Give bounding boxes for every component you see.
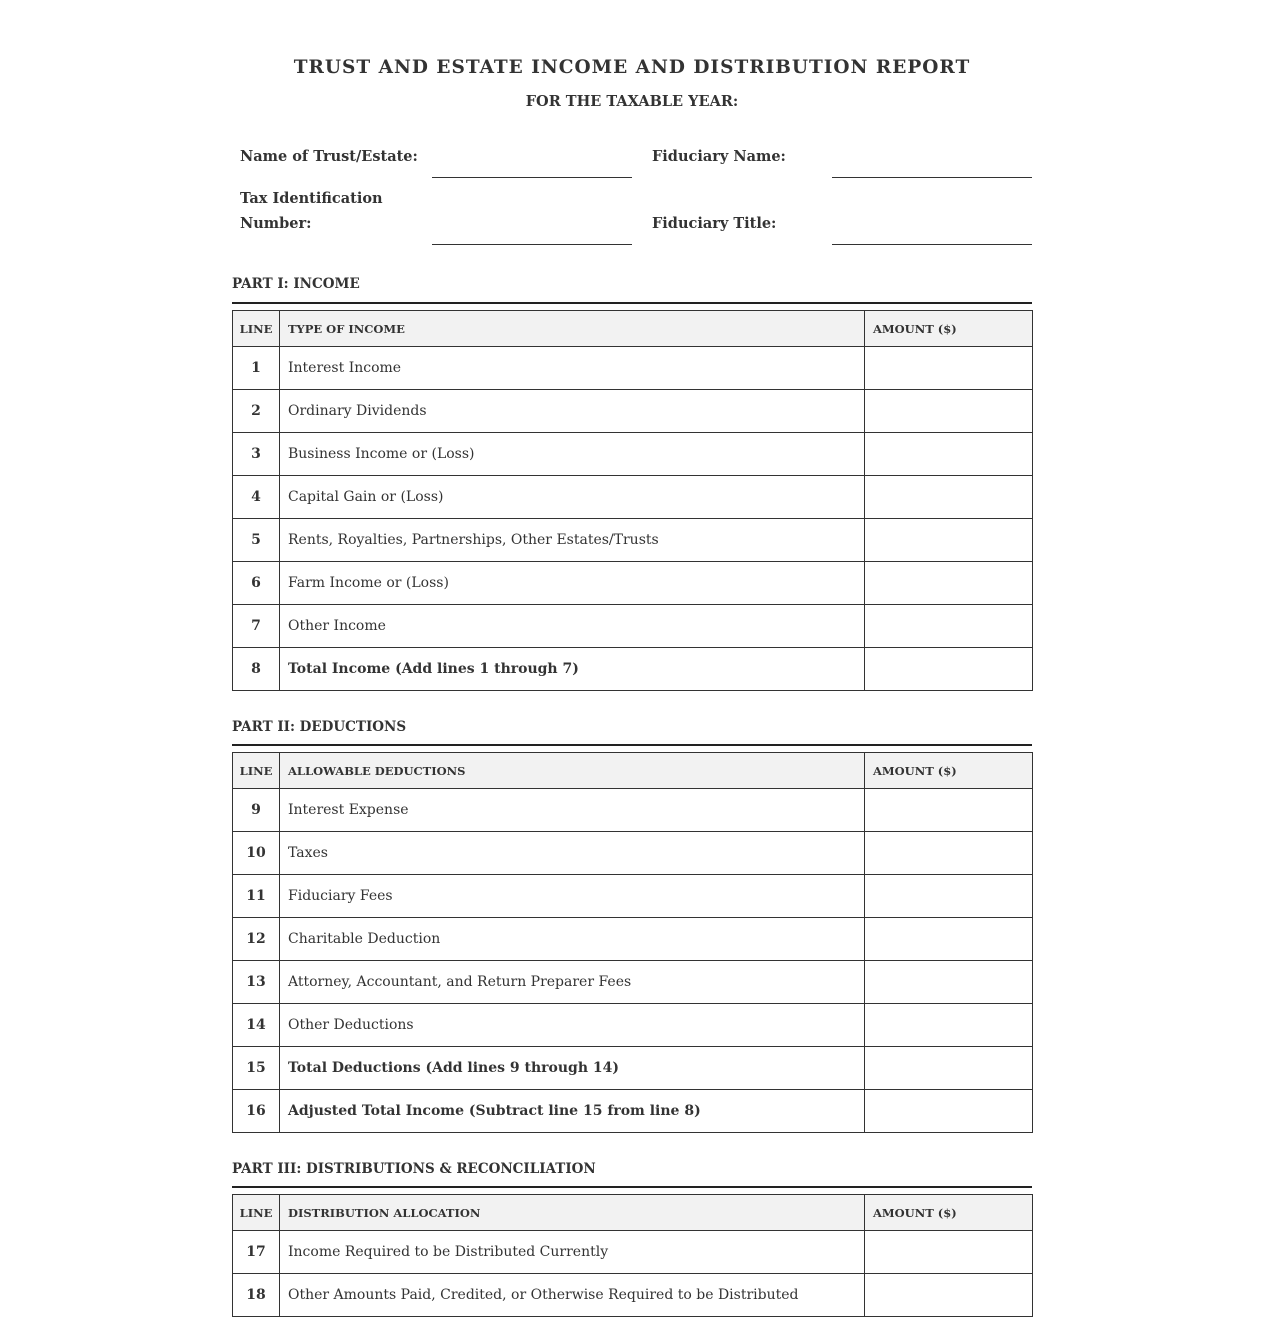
amount-cell[interactable]	[865, 1274, 1033, 1317]
line-description: Interest Income	[280, 347, 865, 390]
line-description: Fiduciary Fees	[280, 875, 865, 918]
line-description: Interest Expense	[280, 789, 865, 832]
line-number: 9	[233, 789, 280, 832]
line-description: Adjusted Total Income (Subtract line 15 from line 8)	[280, 1090, 865, 1133]
part1-heading: PART I: INCOME	[232, 276, 360, 292]
part3-rule	[232, 1186, 1032, 1188]
trust-name-field[interactable]	[432, 177, 632, 178]
amount-cell[interactable]	[865, 832, 1033, 875]
col-header-line: LINE	[233, 1195, 280, 1231]
line-number: 3	[233, 433, 280, 476]
fiduciary-title-field[interactable]	[832, 244, 1032, 245]
table-row	[233, 347, 1033, 390]
amount-cell[interactable]	[865, 390, 1033, 433]
line-number: 18	[233, 1274, 280, 1317]
part2-heading: PART II: DEDUCTIONS	[232, 719, 407, 735]
amount-cell[interactable]	[865, 1047, 1033, 1090]
col-header-distribution: DISTRIBUTION ALLOCATION	[280, 1195, 865, 1231]
line-description: Other Income	[280, 605, 865, 648]
line-description: Other Amounts Paid, Credited, or Otherwise Required to be Distributed	[280, 1274, 865, 1317]
table-row	[233, 1274, 1033, 1317]
line-description: Total Income (Add lines 1 through 7)	[280, 648, 865, 691]
line-description: Rents, Royalties, Partnerships, Other Estates/Trusts	[280, 519, 865, 562]
table-row	[233, 605, 1033, 648]
amount-cell[interactable]	[865, 875, 1033, 918]
total-row	[233, 648, 1033, 691]
fiduciary-name-field[interactable]	[832, 177, 1032, 178]
col-header-amount: AMOUNT ($)	[865, 1195, 1033, 1231]
amount-cell[interactable]	[865, 433, 1033, 476]
line-description: Charitable Deduction	[280, 918, 865, 961]
col-header-type: TYPE OF INCOME	[280, 311, 865, 347]
line-description: Attorney, Accountant, and Return Preparer Fees	[280, 961, 865, 1004]
line-number: 7	[233, 605, 280, 648]
col-header-deductions: ALLOWABLE DEDUCTIONS	[280, 753, 865, 789]
tin-label-line1: Tax Identification	[240, 190, 383, 207]
table-row	[233, 789, 1033, 832]
line-number: 14	[233, 1004, 280, 1047]
amount-cell[interactable]	[865, 605, 1033, 648]
part3-heading: PART III: DISTRIBUTIONS & RECONCILIATION	[232, 1161, 596, 1177]
amount-cell[interactable]	[865, 1004, 1033, 1047]
line-description: Ordinary Dividends	[280, 390, 865, 433]
line-number: 4	[233, 476, 280, 519]
line-description: Other Deductions	[280, 1004, 865, 1047]
amount-cell[interactable]	[865, 347, 1033, 390]
table-row	[233, 390, 1033, 433]
col-header-amount: AMOUNT ($)	[865, 311, 1033, 347]
taxable-year-label: FOR THE TAXABLE YEAR:	[525, 93, 739, 110]
table-row	[233, 1004, 1033, 1047]
line-number: 13	[233, 961, 280, 1004]
tin-field[interactable]	[432, 244, 632, 245]
col-header-amount: AMOUNT ($)	[865, 753, 1033, 789]
amount-cell[interactable]	[865, 918, 1033, 961]
line-description: Taxes	[280, 832, 865, 875]
tin-label-line2: Number:	[240, 215, 312, 232]
amount-cell[interactable]	[865, 789, 1033, 832]
table-header-row	[233, 753, 1033, 789]
line-number: 5	[233, 519, 280, 562]
amount-cell[interactable]	[865, 562, 1033, 605]
line-number: 12	[233, 918, 280, 961]
deductions-table	[232, 752, 1033, 1133]
table-header-row	[233, 1195, 1033, 1231]
table-row	[233, 1231, 1033, 1274]
table-header-row	[233, 311, 1033, 347]
table-row	[233, 875, 1033, 918]
line-description: Income Required to be Distributed Currently	[280, 1231, 865, 1274]
tin-label	[240, 186, 383, 236]
total-row	[233, 1047, 1033, 1090]
trust-name-label: Name of Trust/Estate:	[240, 148, 418, 165]
line-number: 2	[233, 390, 280, 433]
table-row	[233, 918, 1033, 961]
amount-cell[interactable]	[865, 476, 1033, 519]
amount-cell[interactable]	[865, 961, 1033, 1004]
table-row	[233, 562, 1033, 605]
line-description: Business Income or (Loss)	[280, 433, 865, 476]
line-number: 15	[233, 1047, 280, 1090]
col-header-line: LINE	[233, 753, 280, 789]
amount-cell[interactable]	[865, 519, 1033, 562]
line-description: Farm Income or (Loss)	[280, 562, 865, 605]
amount-cell[interactable]	[865, 1090, 1033, 1133]
col-header-line: LINE	[233, 311, 280, 347]
table-row	[233, 519, 1033, 562]
part1-rule	[232, 302, 1032, 304]
line-number: 1	[233, 347, 280, 390]
income-table	[232, 310, 1033, 691]
table-row	[233, 433, 1033, 476]
total-row	[233, 1090, 1033, 1133]
table-row	[233, 961, 1033, 1004]
line-number: 10	[233, 832, 280, 875]
table-row	[233, 832, 1033, 875]
line-number: 17	[233, 1231, 280, 1274]
line-number: 6	[233, 562, 280, 605]
fiduciary-title-label: Fiduciary Title:	[652, 215, 777, 232]
part2-rule	[232, 744, 1032, 746]
amount-cell[interactable]	[865, 1231, 1033, 1274]
line-description: Total Deductions (Add lines 9 through 14)	[280, 1047, 865, 1090]
report-title: TRUST AND ESTATE INCOME AND DISTRIBUTION REPORT	[293, 57, 971, 78]
table-row	[233, 476, 1033, 519]
fiduciary-name-label: Fiduciary Name:	[652, 148, 786, 165]
line-number: 8	[233, 648, 280, 691]
line-description: Capital Gain or (Loss)	[280, 476, 865, 519]
line-number: 16	[233, 1090, 280, 1133]
distributions-table	[232, 1194, 1033, 1317]
amount-cell[interactable]	[865, 648, 1033, 691]
line-number: 11	[233, 875, 280, 918]
